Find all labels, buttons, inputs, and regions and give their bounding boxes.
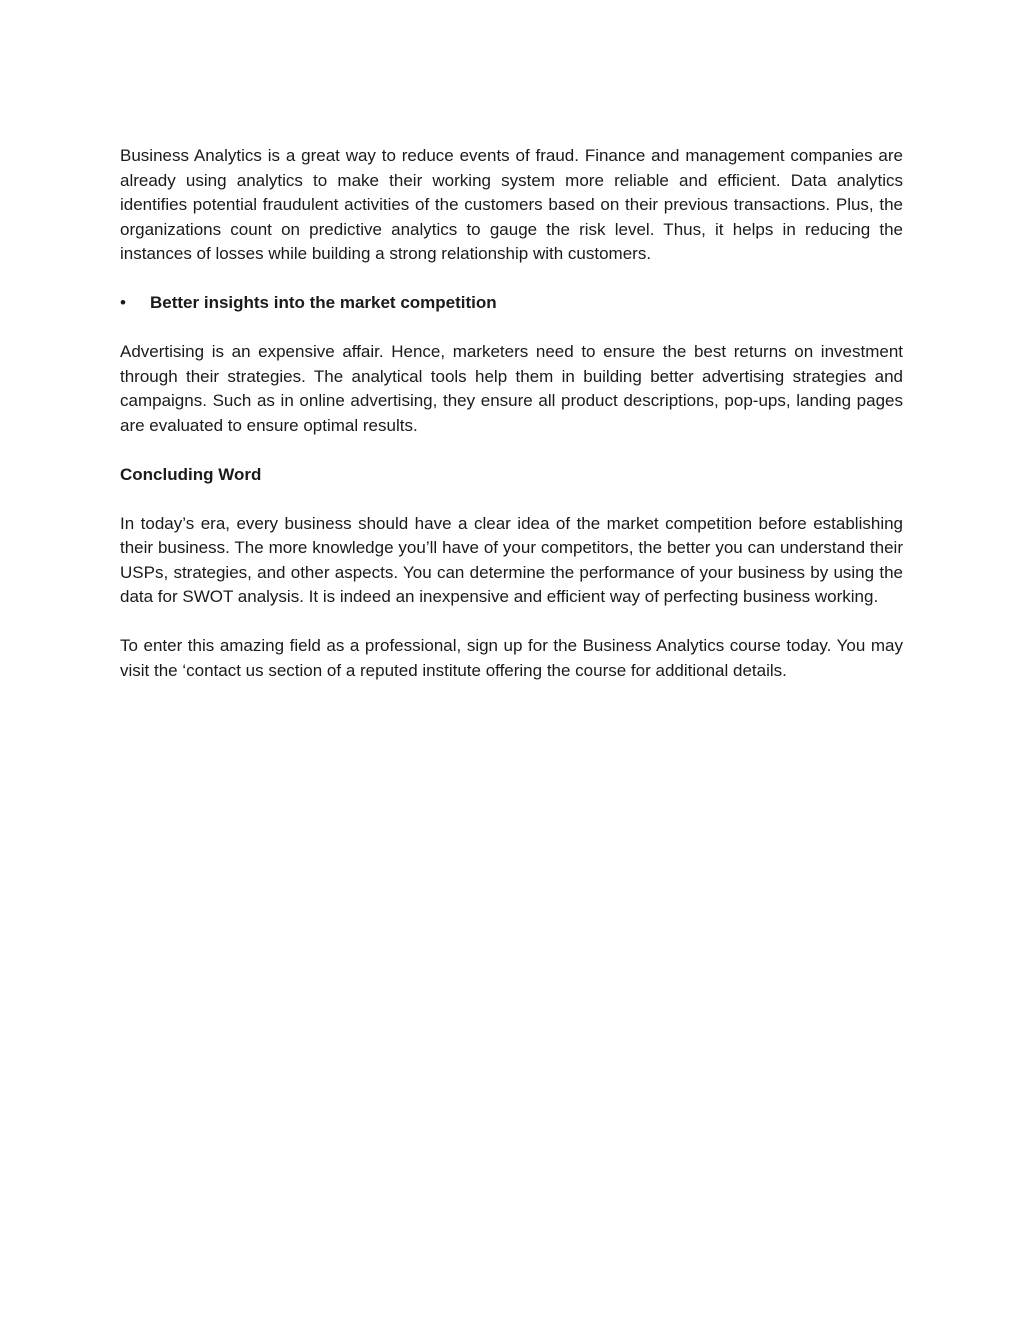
paragraph-advertising: Advertising is an expensive affair. Hence, marketers need to ensure the best returns on investment through their strategies. The analytical tools help them in building better advertising strategies and campaigns. Such as in online advertising, they ensure all product descriptions, pop-ups, landing pages are evaluated to ensure optimal results.: [120, 342, 903, 435]
section-heading: Concluding Word: [120, 464, 262, 484]
paragraph-call-to-action: To enter this amazing field as a professional, sign up for the Business Analytics course today. You may visit the ‘contact us section of a reputed institute offering the course for additional details.: [120, 636, 903, 680]
paragraph-fraud: Business Analytics is a great way to reduce events of fraud. Finance and management companies are already using analytics to make their working system more reliable and efficient. Data analytics identifies potential fraudulent activities of the customers based on their previous transactions. Plus, the organizations count on predictive analytics to gauge the risk level. Thus, it helps in reducing the instances of losses while building a strong relationship with customers.: [120, 146, 903, 263]
bullet-icon: •: [120, 293, 126, 312]
bullet-item: [120, 291, 903, 316]
bullet-heading: Better insights into the market competition: [150, 293, 497, 312]
paragraph-conclusion: In today’s era, every business should have a clear idea of the market competition before establishing their business. The more knowledge you’ll have of your competitors, the better you can understand their USPs, strategies, and other aspects. You can determine the performance of your business by using the data for SWOT analysis. It is indeed an inexpensive and efficient way of perfecting business working.: [120, 513, 903, 606]
document-page: [120, 144, 903, 708]
